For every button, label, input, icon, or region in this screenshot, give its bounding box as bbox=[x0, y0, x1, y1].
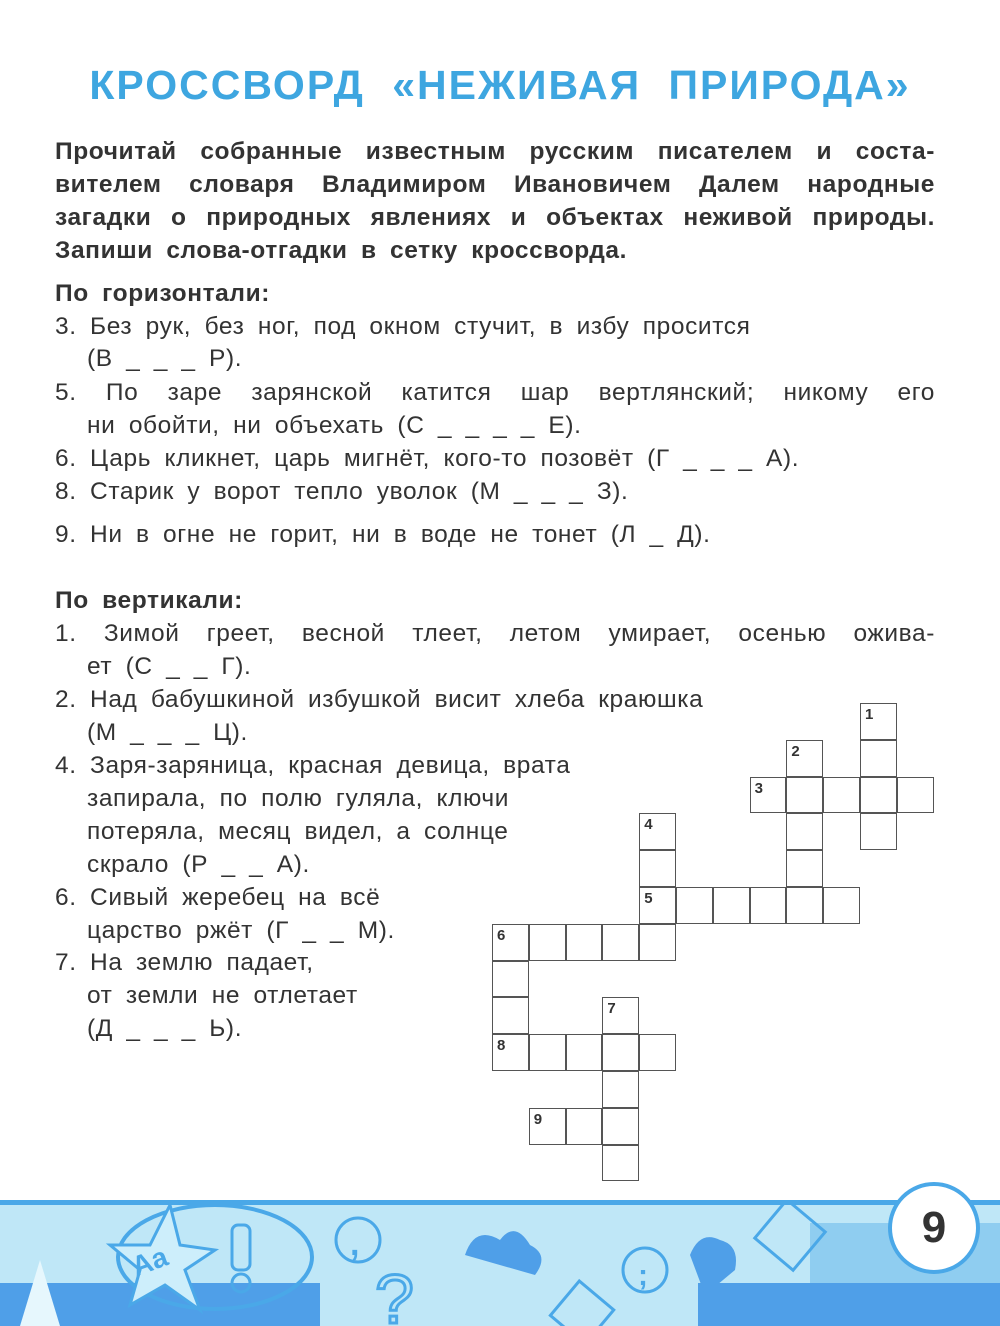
crossword-cell[interactable] bbox=[639, 887, 676, 924]
crossword-cell[interactable] bbox=[897, 777, 934, 814]
question-icon: ? bbox=[375, 1260, 414, 1326]
svg-text:,: , bbox=[350, 1225, 360, 1263]
crossword-cell[interactable] bbox=[786, 887, 823, 924]
crossword-cell[interactable] bbox=[602, 1034, 639, 1071]
crossword-cell[interactable] bbox=[639, 813, 676, 850]
crossword-cell[interactable] bbox=[823, 887, 860, 924]
clue-number: 3 bbox=[754, 779, 763, 797]
clue-line: (М _ _ _ Ц). bbox=[87, 719, 248, 746]
clue-line: царство ржёт (Г _ _ М). bbox=[87, 917, 395, 944]
crossword-cell[interactable] bbox=[529, 1034, 566, 1071]
crossword-cell[interactable] bbox=[602, 997, 639, 1034]
maze-icon bbox=[755, 1205, 825, 1270]
clue-number: 5 bbox=[644, 890, 653, 907]
clue-number: 6 bbox=[497, 926, 506, 944]
aa-logo-text: Aa bbox=[127, 1240, 172, 1283]
instruction-line: загадки о природных явлениях и объектах неживой природы. bbox=[55, 204, 935, 231]
crossword-cell[interactable] bbox=[602, 924, 639, 961]
clue-number: 9 bbox=[533, 1110, 543, 1128]
page-number: 9 bbox=[888, 1182, 980, 1274]
clue-line: ет (С _ _ Г). bbox=[87, 653, 252, 680]
clue-line: запирала, по полю гуляла, ключи bbox=[87, 785, 510, 812]
crossword-cell[interactable] bbox=[786, 850, 823, 887]
crossword-cell[interactable] bbox=[639, 850, 676, 887]
clue-number: 7 bbox=[607, 1000, 616, 1018]
crossword-cell[interactable] bbox=[602, 1145, 639, 1182]
clue-line: 5. По заре зарянской катится шар вертлянский; никому его bbox=[55, 379, 935, 406]
clue-line: 6. Сивый жеребец на всё bbox=[55, 884, 381, 911]
crossword-cell[interactable] bbox=[492, 961, 529, 998]
crossword-cell[interactable] bbox=[713, 887, 750, 924]
crossword-cell[interactable] bbox=[566, 1034, 603, 1071]
clue-line: скрало (Р _ _ А). bbox=[87, 851, 310, 878]
crossword-cell[interactable] bbox=[860, 777, 897, 814]
crossword-cell[interactable] bbox=[602, 1071, 639, 1108]
clue-line: от земли не отлетает bbox=[87, 982, 358, 1009]
puzzle-icon bbox=[690, 1237, 736, 1295]
clue-number: 1 bbox=[865, 706, 874, 723]
clue-line: (Д _ _ _ Ь). bbox=[87, 1015, 243, 1042]
crossword-cell[interactable] bbox=[529, 1108, 566, 1145]
crossword-cell[interactable] bbox=[492, 924, 529, 961]
clue-line: 8. Старик у ворот тепло уволок (М _ _ _ З). bbox=[55, 478, 629, 505]
crossword-cell[interactable] bbox=[492, 1034, 529, 1071]
crossword-cell[interactable] bbox=[786, 813, 823, 850]
footer-band bbox=[0, 1200, 1000, 1326]
instruction-line: Запиши слова-отгадки в сетку кроссворда. bbox=[55, 237, 627, 264]
instruction-line: Прочитай собранные известным русским писателем и соста- bbox=[55, 138, 935, 165]
clue-line: потеряла, месяц видел, а солнце bbox=[87, 818, 509, 845]
crossword-cell[interactable] bbox=[750, 887, 787, 924]
crossword-cell[interactable] bbox=[860, 740, 897, 777]
crossword-cell[interactable] bbox=[566, 1108, 603, 1145]
cloud-icon bbox=[465, 1231, 541, 1275]
clue-line: 1. Зимой греет, весной тлеет, летом умирает, осенью ожива- bbox=[55, 620, 935, 647]
clue-line: ни обойти, ни объехать (С _ _ _ _ Е). bbox=[87, 412, 582, 439]
exclamation-icon bbox=[232, 1225, 250, 1270]
crossword-cell[interactable] bbox=[566, 924, 603, 961]
crossword-cell[interactable] bbox=[676, 887, 713, 924]
crossword-cell[interactable] bbox=[823, 777, 860, 814]
clue-line: 6. Царь кликнет, царь мигнёт, кого-то позовёт (Г _ _ _ А). bbox=[55, 445, 800, 472]
section-heading: По горизонтали: bbox=[55, 280, 270, 307]
clue-line: 9. Ни в огне не горит, ни в воде не тонет (Л _ Д). bbox=[55, 521, 711, 548]
clue-line: 3. Без рук, без ног, под окном стучит, в избу просится bbox=[55, 313, 751, 340]
section-heading: По вертикали: bbox=[55, 587, 243, 614]
page-title: КРОССВОРД «НЕЖИВАЯ ПРИРОДА» bbox=[89, 62, 911, 108]
instruction-line: вителем словаря Владимиром Ивановичем Далем народные bbox=[55, 171, 935, 198]
crossword-cell[interactable] bbox=[860, 703, 897, 740]
decorative-icons bbox=[0, 1205, 1000, 1326]
crossword-cell[interactable] bbox=[639, 924, 676, 961]
crossword-cell[interactable] bbox=[529, 924, 566, 961]
clue-number: 2 bbox=[791, 742, 800, 760]
clue-number: 4 bbox=[644, 816, 653, 834]
clue-line: 2. Над бабушкиной избушкой висит хлеба краюшка bbox=[55, 686, 704, 713]
clue-line: 7. На землю падает, bbox=[55, 949, 314, 976]
crossword-cell[interactable] bbox=[602, 1108, 639, 1145]
crossword-cell[interactable] bbox=[860, 813, 897, 850]
clue-line: 4. Заря-заряница, красная девица, врата bbox=[55, 752, 571, 779]
crossword-cell[interactable] bbox=[750, 777, 787, 814]
crossword-cell[interactable] bbox=[639, 1034, 676, 1071]
svg-text:;: ; bbox=[638, 1259, 648, 1292]
crossword-cell[interactable] bbox=[786, 740, 823, 777]
crossword-cell[interactable] bbox=[492, 997, 529, 1034]
crossword-cell[interactable] bbox=[786, 777, 823, 814]
clue-line: (В _ _ _ Р). bbox=[87, 345, 243, 372]
clue-number: 8 bbox=[497, 1037, 506, 1055]
